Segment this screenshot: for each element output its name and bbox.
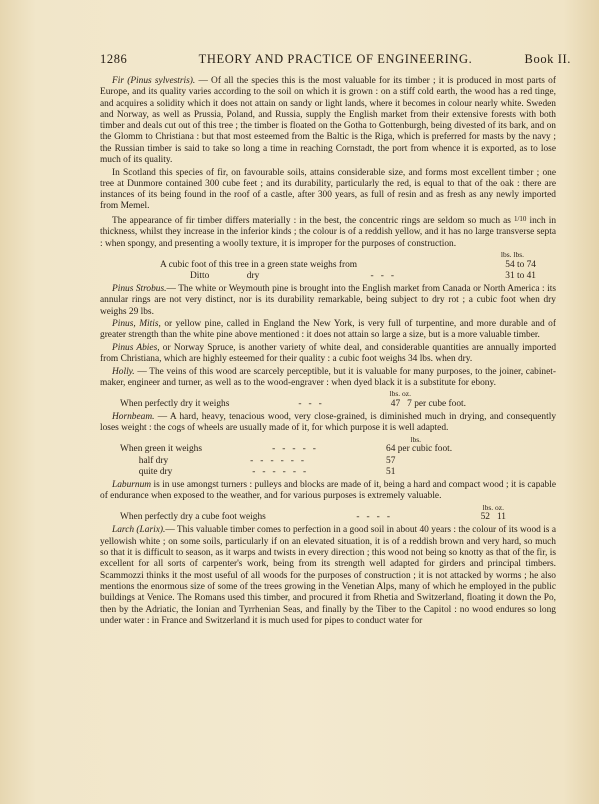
row-label: A cubic foot of this tree in a green state weighs from xyxy=(160,259,358,270)
fir-text-3a: The appearance of fir timber differs materially : in the best, the concentric rings are seldom so much as xyxy=(112,215,511,226)
fir-paragraph-2: In Scotland this species of fir, on favourable soils, attains considerable size, and forms most excellent timber ; one tree at Dunmore contained 300 cube feet ; and its durability, particularly the red, is equal to that of the oak : there are instances of its being found in the roof of a castle, after 300 years, as full of resin and as fresh as any newly imported from Memel. xyxy=(100,167,556,212)
table-row xyxy=(120,512,556,523)
holly-text: — The veins of this wood are scarcely perceptible, but it is valuable for many purposes, to the joiner, cabinet-maker, engineer and turner, as well as to the wood-engraver : when dyed black it is a substitute for ebony. xyxy=(100,366,556,388)
row-value: 64 per cubic foot. xyxy=(386,444,453,455)
fraction: 1/10 xyxy=(513,214,527,223)
fir-text-1: — Of all the species this is the most valuable for its timber ; it is produced in most parts of Europe, and its quality varies according to the soil on which it is grown : on a stiff cold earth, the wood has a red tinge, and acquires a solidity which it does not attain on sandy or light lands, where it becomes in colour nearly white. Sweden and Norway, as well as Prussia, Poland, and Russia, supply the English market from their extensive forests with both timber and deals cut out of this tree ; the timber is floated on the Gotha to Gottenburgh, being divested of its bark, and on the Glomm to Christiana : but that most esteemed from the Baltic is the Riga, which is preferred for masts by the navy ; the Russian timber is said to take so long a time in reaching Cornstadt, the port from whence it is exported, as to lose much of its quality. xyxy=(100,76,556,166)
abies-heading: Pinus Abies, xyxy=(112,342,160,353)
fir-weight-table xyxy=(100,251,556,282)
table-row xyxy=(160,260,556,271)
abies-paragraph xyxy=(100,343,556,366)
leader-dots: - - - - - xyxy=(272,444,316,455)
table-row xyxy=(120,399,556,410)
row-value: 54 to 74 xyxy=(505,259,536,270)
laburnum-weight-table xyxy=(100,504,556,524)
table-row xyxy=(120,456,556,467)
row-value: 31 to 41 xyxy=(505,270,536,281)
leader-dots: - - - - xyxy=(356,512,390,523)
row-value: 57 xyxy=(386,455,396,466)
strobus-paragraph xyxy=(100,284,556,318)
laburnum-paragraph xyxy=(100,480,556,503)
laburnum-text: is in use amongst turners : pulleys and blocks are made of it, being a hard and compact wood ; it is capable of endurance when exposed to the weather, and for various purposes is extremely valuable. xyxy=(100,479,556,502)
row-value: 47 7 per cube foot. xyxy=(390,398,466,409)
mitis-paragraph xyxy=(100,319,556,342)
leader-dots: - - - - - - xyxy=(250,455,305,466)
page-body xyxy=(100,76,556,628)
fir-paragraph-3 xyxy=(100,214,556,250)
laburnum-heading: Laburnum xyxy=(112,479,152,490)
mitis-heading: Pinus, Mitis, xyxy=(112,319,161,329)
fir-paragraph-1 xyxy=(100,76,556,166)
page-number: 1286 xyxy=(100,52,128,66)
row-label: Ditto dry xyxy=(190,270,260,281)
row-label: quite dry xyxy=(120,466,173,477)
table-row xyxy=(120,444,556,455)
row-label: When green it weighs xyxy=(120,444,203,455)
table-row xyxy=(160,271,556,282)
larch-paragraph xyxy=(100,525,556,627)
leader-dots: - - - xyxy=(370,270,394,281)
holly-units: lbs. oz. xyxy=(389,389,411,399)
hornbeam-text: — A hard, heavy, tenacious wood, very close-grained, is diminished much in drying, and consequently loses weight : the cogs of wheels are usually made of it, for which purpose it is well adapted. xyxy=(100,412,557,434)
larch-heading: Larch (Larix). xyxy=(112,525,166,536)
page-header xyxy=(100,52,571,68)
holly-paragraph xyxy=(100,367,556,390)
fir-heading: Fir (Pinus sylvestris). xyxy=(112,76,196,86)
strobus-heading: Pinus Strobus. xyxy=(112,283,167,294)
mitis-text: or yellow pine, called in England the New York, is very full of turpentine, and more durable and of greater strength than the white pine above mentioned : it does not attain so large a size, but is a more valuable timber. xyxy=(100,319,556,341)
leader-dots: - - - - - - xyxy=(252,466,307,477)
row-value: 52 11 xyxy=(480,512,506,523)
running-title: THEORY AND PRACTICE OF ENGINEERING. xyxy=(198,52,473,66)
abies-text: or Norway Spruce, is another variety of white deal, and considerable quantities are annually imported from Christiana, which are highly esteemed for their quality : a cubic foot weighs 34 lbs. when dry. xyxy=(100,342,557,365)
row-label: half dry xyxy=(120,455,169,466)
row-label: When perfectly dry it weighs xyxy=(120,398,230,409)
strobus-text: — The white or Weymouth pine is brought into the English market from Canada or North America : its annular rings are not very distinct, nor is its durability remarkable, being subject to dry rot ; a cubic foot when dry weighs 29 lbs. xyxy=(100,283,556,317)
book-label: Book II. xyxy=(524,52,571,66)
holly-weight-table xyxy=(100,390,556,410)
fir-units: lbs. lbs. xyxy=(500,250,524,260)
table-row xyxy=(120,467,556,478)
larch-text: — This valuable timber comes to perfection in a good soil in about 40 years : the colour of its wood is a yellowish white ; on some soils, particularly if on an elevated situation, it is of a reddish brown and very hard, so much so that it is difficult to season, as it warps and twists in every direction ; this wood not being so knotty as that of the fir, is excellent for all sorts of carpenter's work, being from its strength well adapted for girders and principal timbers. Scammozzi thinks it the most useful of all woods for the purposes of construction ; it is not attacked by worms ; he also mentions the enormous size of some of the trees growing in the Venetian Alps, many of which he employed in the public buildings at Venice. The Romans used this timber, and procured it from Rhetia and Switzerland, floating it down the Po, then by the Adriatic, the Ionian and Tyrrhenian Seas, and finally by the Tiber to the Capitol : no wood endures so long under water : in France and Switzerland it is much used for pipes to conduct water for xyxy=(100,525,557,626)
holly-heading: Holly. xyxy=(112,366,135,377)
row-label: When perfectly dry a cube foot weighs xyxy=(120,512,266,523)
hornbeam-units: lbs. xyxy=(410,434,421,444)
laburnum-units: lbs. oz. xyxy=(482,502,504,512)
row-value: 51 xyxy=(386,466,396,477)
leader-dots: - - - xyxy=(298,398,322,409)
fir-text-3b: inch in thickness, whilst they increase in the inferior kinds ; the colour is of a reddish yellow, and it has no large transverse septa : when spongy, and presenting a woolly texture, it is improper for the purposes of construction. xyxy=(100,215,557,249)
hornbeam-paragraph xyxy=(100,412,556,435)
hornbeam-weight-table xyxy=(100,436,556,478)
hornbeam-heading: Hornbeam. xyxy=(112,412,155,423)
